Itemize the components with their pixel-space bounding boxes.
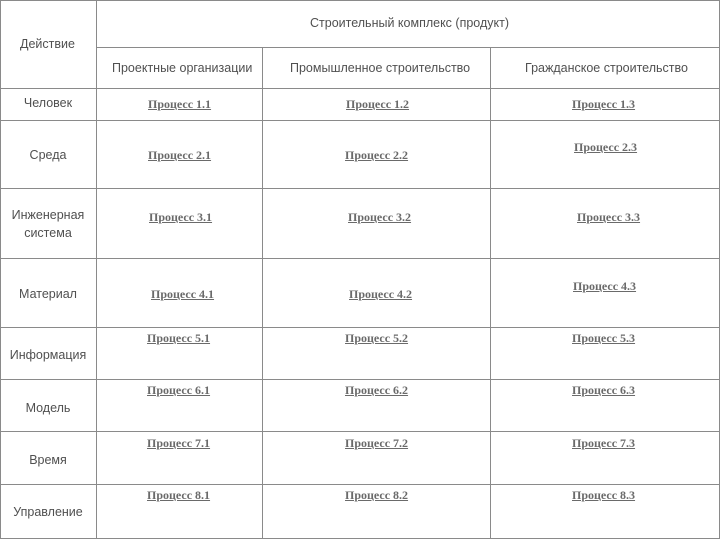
column-header-design-orgs: Проектные организации [112, 61, 253, 75]
group-header-divider [96, 47, 720, 48]
row-divider [0, 379, 720, 380]
process-cell[interactable]: Процесс 1.3 [572, 97, 636, 111]
process-cell[interactable]: Процесс 2.3 [574, 140, 638, 154]
group-header: Строительный комплекс (продукт) [310, 16, 510, 30]
column-divider [262, 47, 263, 539]
process-cell[interactable]: Процесс 2.1 [148, 148, 212, 162]
process-cell[interactable]: Процесс 7.1 [147, 436, 211, 450]
row-label: Информация [9, 348, 87, 362]
header-bottom-border [0, 88, 720, 89]
process-cell[interactable]: Процесс 3.1 [149, 210, 213, 224]
row-label: Управление [13, 505, 83, 519]
row-label: Модель [25, 401, 71, 415]
process-cell[interactable]: Процесс 5.3 [572, 331, 636, 345]
column-header-civil: Гражданское строительство [525, 61, 688, 75]
process-cell[interactable]: Процесс 7.2 [345, 436, 409, 450]
label-column-divider [96, 0, 97, 539]
column-divider [490, 47, 491, 539]
process-cell[interactable]: Процесс 8.2 [345, 488, 409, 502]
process-cell[interactable]: Процесс 5.1 [147, 331, 211, 345]
process-cell[interactable]: Процесс 1.1 [148, 97, 212, 111]
row-divider [0, 120, 720, 121]
process-cell[interactable]: Процесс 6.3 [572, 383, 636, 397]
row-divider [0, 484, 720, 485]
process-cell[interactable]: Процесс 4.3 [573, 279, 637, 293]
process-cell[interactable]: Процесс 3.2 [348, 210, 412, 224]
process-cell[interactable]: Процесс 8.1 [147, 488, 211, 502]
table-bottom-border [0, 538, 720, 539]
corner-header: Действие [20, 37, 75, 51]
process-cell[interactable]: Процесс 7.3 [572, 436, 636, 450]
process-cell[interactable]: Процесс 3.3 [577, 210, 641, 224]
column-header-industrial: Промышленное строительство [290, 61, 471, 75]
row-label: Время [29, 453, 67, 467]
row-divider [0, 327, 720, 328]
process-cell[interactable]: Процесс 6.1 [147, 383, 211, 397]
process-cell[interactable]: Процесс 4.2 [349, 287, 413, 301]
row-divider [0, 258, 720, 259]
process-cell[interactable]: Процесс 6.2 [345, 383, 409, 397]
process-cell[interactable]: Процесс 5.2 [345, 331, 409, 345]
process-cell[interactable]: Процесс 1.2 [346, 97, 410, 111]
process-cell[interactable]: Процесс 2.2 [345, 148, 409, 162]
row-divider [0, 431, 720, 432]
row-label: Инженерная система [11, 208, 85, 240]
row-divider [0, 188, 720, 189]
row-label: Среда [29, 148, 67, 162]
row-label: Материал [19, 287, 77, 301]
process-cell[interactable]: Процесс 8.3 [572, 488, 636, 502]
row-label: Человек [23, 96, 73, 110]
process-cell[interactable]: Процесс 4.1 [151, 287, 215, 301]
table-top-border [0, 0, 720, 1]
